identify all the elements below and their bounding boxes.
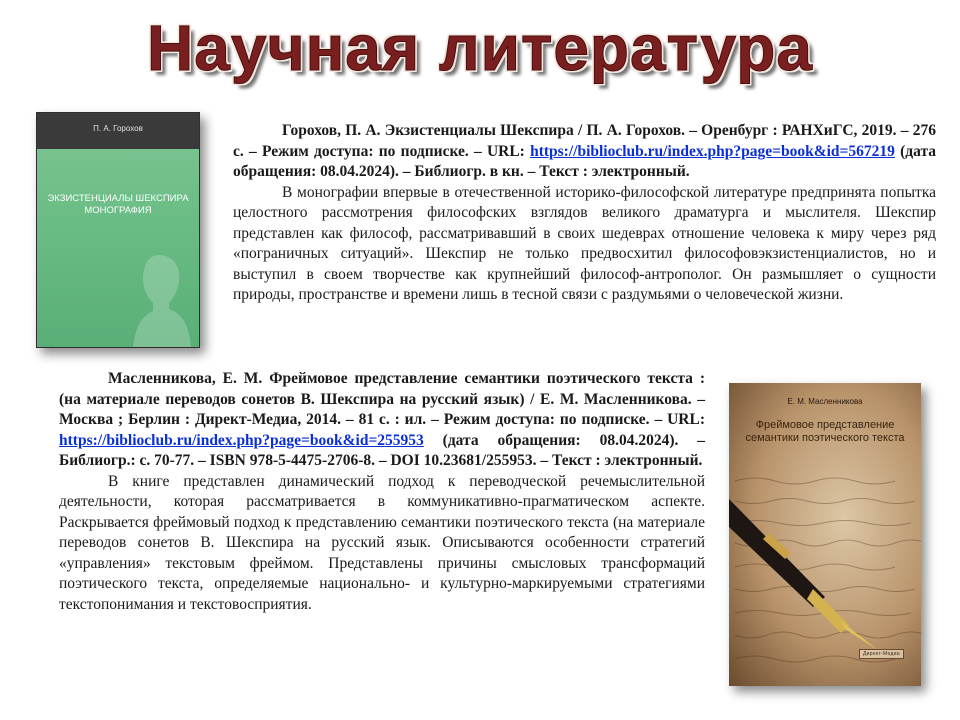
book-cover-maslennikova <box>729 383 921 686</box>
annotation: В книге представлен динамический подход к переводческой речемыслительной деятельности, которая рассматривается в коммуникативно-прагматическом аспекте. Раскрывается фреймовый подход к представлению семантики поэтического текста (на материале переводов сонетов В. Шекспира на русский язык. Описываются особенности стратегий «управления» текстовым фреймом. Представлены причины смысловых трансформаций поэтического текста, определяемые национально- и культурно-маркируемыми стратегиями текстопонимания и текстовосприятия. <box>59 472 705 613</box>
book-entry-maslennikova <box>59 369 705 615</box>
cover-title: ЭКЗИСТЕНЦИАЛЫ ШЕКСПИРА МОНОГРАФИЯ <box>47 193 189 216</box>
book-entry-gorokhov <box>233 121 936 306</box>
citation-text: Горохов, П. А. Экзистенциалы Шекспира / П. А. Горохов. – Оренбург : РАНХиГС, 2019. – 276 с. – Режим доступа: по подписке. – URL: <box>233 122 936 160</box>
silhouette-icon <box>129 247 193 347</box>
citation-text-end: (дата обращения: 08.04.2024). – Библиогр.: с. 70-77. – ISBN 978-5-4475-2706-8. – DOI 10.23681/255953. – Текст : электронный. <box>59 431 705 469</box>
publisher-logo: Директ-Медиа <box>859 649 904 659</box>
book-link[interactable]: https://biblioclub.ru/index.php?page=book&id=255953 <box>59 431 424 449</box>
cover-author: П. А. Горохов <box>93 124 143 133</box>
book-cover-gorokhov <box>36 112 200 348</box>
citation <box>59 369 705 472</box>
slide-title: Научная литература <box>147 12 813 84</box>
cover-author: Е. М. Масленникова <box>787 397 863 406</box>
cover-title: Фреймовое представление семантики поэтического текста <box>745 419 905 444</box>
annotation: В монографии впервые в отечественной историко-философской литературе предпринята попытка целостного рассмотрения философских взглядов великого драматурга и мыслителя. Шекспир представлен как философ, рассматривавший в своих шедеврах отношение человека к миру через ряд «пограничных ситуаций». Шекспир не только предвосхитил философовэкзистенциалистов, но и выступил в своем творчестве как крупнейший философ-антрополог. Он размышляет о сущности природы, пространстве и времени лишь в тесной связи с раздумьями о человеческой жизни. <box>233 183 936 303</box>
citation-text-end: (дата обращения: 08.04.2024). – Библиогр. в кн. – Текст : электронный. <box>233 142 937 180</box>
book-link[interactable]: https://biblioclub.ru/index.php?page=book&id=567219 <box>530 142 895 160</box>
citation-text: Масленникова, Е. М. Фреймовое представление семантики поэтического текста : (на материале переводов сонетов В. Шекспира на русский язык) / Е. М. Масленникова. – Москва ; Берлин : Директ-Медиа, 2014. – 81 с. : ил. – Режим доступа: по подписке. – URL: <box>59 370 705 428</box>
citation <box>233 121 936 183</box>
